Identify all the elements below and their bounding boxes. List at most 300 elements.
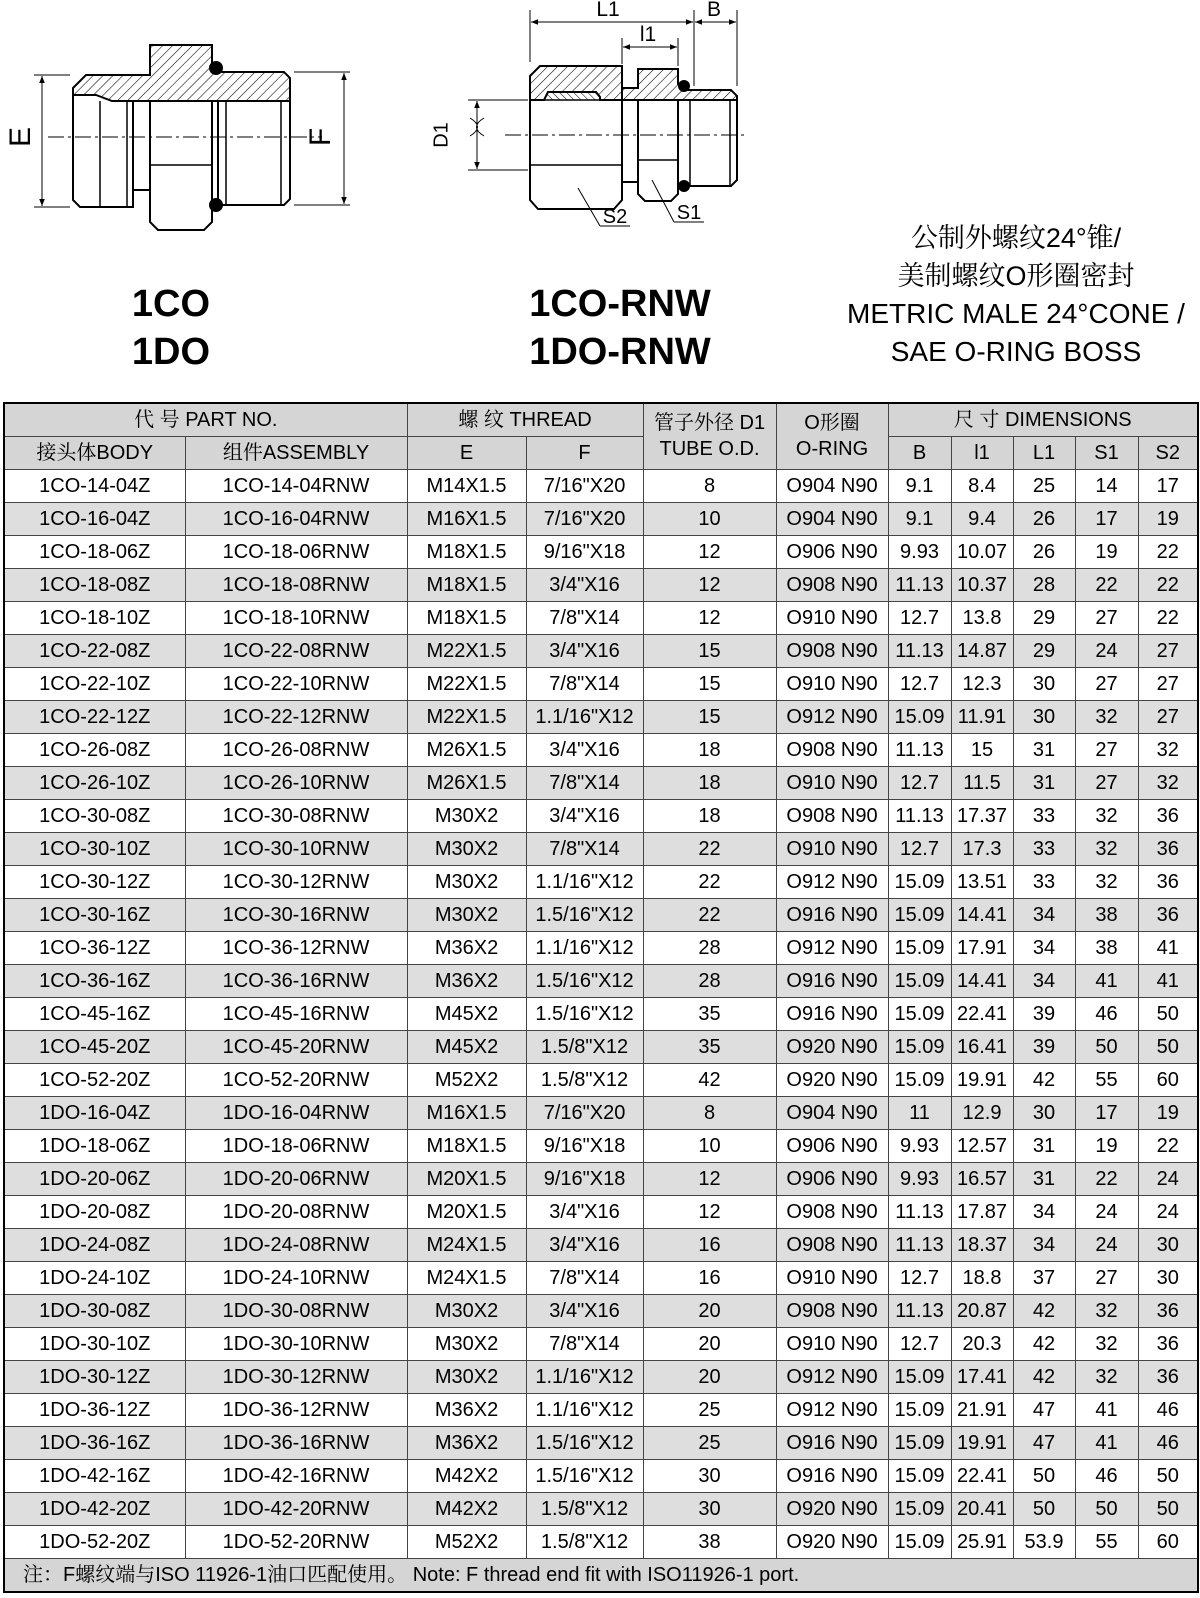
table-row xyxy=(4,634,1198,667)
cell-body: 1CO-14-04Z xyxy=(4,469,185,502)
cell-dim-s1: 17 xyxy=(1075,502,1138,535)
cell-dim-s1: 19 xyxy=(1075,535,1138,568)
header-body: 接头体BODY xyxy=(4,436,185,469)
cell-thread-f: 3/4"X16 xyxy=(526,568,643,601)
cell-dim-s1: 24 xyxy=(1075,1228,1138,1261)
description-en-line1: METRIC MALE 24°CONE / xyxy=(847,298,1185,329)
cell-dim-L1: 31 xyxy=(1013,733,1075,766)
cell-o-ring: O910 N90 xyxy=(776,832,888,865)
cell-dim-l1-small: 12.9 xyxy=(951,1096,1013,1129)
cell-tube-od: 30 xyxy=(643,1459,776,1492)
cell-dim-l1-small: 21.91 xyxy=(951,1393,1013,1426)
cell-dim-s1: 50 xyxy=(1075,1030,1138,1063)
cell-thread-e: M24X1.5 xyxy=(407,1261,526,1294)
cell-dim-l1-small: 20.3 xyxy=(951,1327,1013,1360)
nut-body xyxy=(530,100,622,209)
cell-tube-od: 42 xyxy=(643,1063,776,1096)
cell-dim-s2: 27 xyxy=(1138,667,1198,700)
cell-tube-od: 8 xyxy=(643,1096,776,1129)
o-ring-upper xyxy=(209,61,223,75)
table-row xyxy=(4,931,1198,964)
cell-o-ring: O904 N90 xyxy=(776,502,888,535)
cell-dim-l1-small: 17.91 xyxy=(951,931,1013,964)
cell-dim-L1: 37 xyxy=(1013,1261,1075,1294)
header-tube-od-en: TUBE O.D. xyxy=(659,438,760,461)
cell-body: 1CO-52-20Z xyxy=(4,1063,185,1096)
dimension-label-b: B xyxy=(706,0,722,21)
cell-body: 1DO-36-16Z xyxy=(4,1426,185,1459)
cell-dim-l1-small: 18.8 xyxy=(951,1261,1013,1294)
cell-dim-L1: 42 xyxy=(1013,1294,1075,1327)
o-ring-upper xyxy=(678,80,690,92)
cell-assembly: 1DO-36-12RNW xyxy=(185,1393,407,1426)
cell-o-ring: O908 N90 xyxy=(776,1228,888,1261)
fitting-1co-drawing xyxy=(4,45,350,230)
cell-dim-l1-small: 16.57 xyxy=(951,1162,1013,1195)
cell-tube-od: 25 xyxy=(643,1426,776,1459)
table-row xyxy=(4,832,1198,865)
section-hatched-upper-half xyxy=(73,45,290,101)
cell-body: 1DO-16-04Z xyxy=(4,1096,185,1129)
cell-thread-e: M14X1.5 xyxy=(407,469,526,502)
cell-tube-od: 12 xyxy=(643,601,776,634)
cell-dim-s1: 41 xyxy=(1075,964,1138,997)
cell-dim-b: 11.13 xyxy=(888,1195,951,1228)
description-zh-line2: 美制螺纹O形圈密封 xyxy=(897,261,1135,291)
header-tube-od-zh: 管子外径 D1 xyxy=(653,412,766,435)
cell-dim-s1: 27 xyxy=(1075,601,1138,634)
cell-tube-od: 35 xyxy=(643,1030,776,1063)
cell-thread-e: M24X1.5 xyxy=(407,1228,526,1261)
cell-tube-od: 22 xyxy=(643,832,776,865)
cell-assembly: 1CO-22-10RNW xyxy=(185,667,407,700)
cell-body: 1CO-22-10Z xyxy=(4,667,185,700)
cell-dim-b: 15.09 xyxy=(888,865,951,898)
cell-dim-L1: 26 xyxy=(1013,535,1075,568)
cell-body: 1CO-45-16Z xyxy=(4,997,185,1030)
cell-thread-f: 9/16"X18 xyxy=(526,1162,643,1195)
cell-o-ring: O908 N90 xyxy=(776,1195,888,1228)
table-row xyxy=(4,1228,1198,1261)
header-assembly: 组件ASSEMBLY xyxy=(185,436,407,469)
cell-body: 1CO-18-06Z xyxy=(4,535,185,568)
table-row xyxy=(4,1195,1198,1228)
model-titles-1co xyxy=(100,280,242,376)
cell-assembly: 1CO-30-08RNW xyxy=(185,799,407,832)
cell-dim-b: 15.09 xyxy=(888,1525,951,1558)
cell-thread-e: M18X1.5 xyxy=(407,1129,526,1162)
cell-o-ring: O920 N90 xyxy=(776,1063,888,1096)
cell-assembly: 1DO-36-16RNW xyxy=(185,1426,407,1459)
cell-dim-s2: 22 xyxy=(1138,1129,1198,1162)
cell-o-ring: O910 N90 xyxy=(776,766,888,799)
cell-o-ring: O908 N90 xyxy=(776,568,888,601)
cell-thread-e: M30X2 xyxy=(407,1327,526,1360)
cell-dim-l1-small: 14.41 xyxy=(951,898,1013,931)
cell-thread-e: M30X2 xyxy=(407,799,526,832)
cell-thread-f: 9/16"X18 xyxy=(526,1129,643,1162)
cell-thread-f: 1.1/16"X12 xyxy=(526,1393,643,1426)
cell-body: 1DO-20-06Z xyxy=(4,1162,185,1195)
cell-dim-L1: 26 xyxy=(1013,502,1075,535)
cell-thread-e: M36X2 xyxy=(407,964,526,997)
cell-thread-e: M42X2 xyxy=(407,1492,526,1525)
cell-thread-f: 7/8"X14 xyxy=(526,667,643,700)
leader-line-s2 xyxy=(578,188,600,226)
cell-dim-s2: 22 xyxy=(1138,601,1198,634)
cell-dim-s1: 32 xyxy=(1075,1327,1138,1360)
header-part-no: 代 号 PART NO. xyxy=(4,403,407,436)
cell-assembly: 1CO-18-08RNW xyxy=(185,568,407,601)
cell-dim-s1: 38 xyxy=(1075,898,1138,931)
cell-dim-l1-small: 15 xyxy=(951,733,1013,766)
cell-dim-s1: 17 xyxy=(1075,1096,1138,1129)
cell-assembly: 1CO-45-16RNW xyxy=(185,997,407,1030)
cell-thread-f: 1.1/16"X12 xyxy=(526,931,643,964)
cell-dim-L1: 47 xyxy=(1013,1393,1075,1426)
cell-o-ring: O908 N90 xyxy=(776,799,888,832)
cell-dim-s1: 32 xyxy=(1075,865,1138,898)
cell-thread-f: 1.5/16"X12 xyxy=(526,898,643,931)
cell-dim-s1: 32 xyxy=(1075,700,1138,733)
cell-dim-b: 9.93 xyxy=(888,1129,951,1162)
cell-dim-b: 11.13 xyxy=(888,799,951,832)
cell-dim-s1: 14 xyxy=(1075,469,1138,502)
cell-tube-od: 20 xyxy=(643,1327,776,1360)
cell-dim-s2: 27 xyxy=(1138,634,1198,667)
cell-body: 1CO-30-12Z xyxy=(4,865,185,898)
cell-dim-b: 9.1 xyxy=(888,502,951,535)
cell-dim-s2: 46 xyxy=(1138,1393,1198,1426)
table-row xyxy=(4,502,1198,535)
cell-thread-f: 7/8"X14 xyxy=(526,1261,643,1294)
table-row xyxy=(4,997,1198,1030)
male-e-thread-body xyxy=(73,95,133,207)
cell-assembly: 1CO-36-16RNW xyxy=(185,964,407,997)
cell-dim-s1: 24 xyxy=(1075,1195,1138,1228)
cell-dim-b: 12.7 xyxy=(888,667,951,700)
cell-dim-s1: 27 xyxy=(1075,733,1138,766)
header-thread-e: E xyxy=(407,436,526,469)
cell-thread-f: 3/4"X16 xyxy=(526,634,643,667)
header-row-2 xyxy=(4,436,1198,469)
cell-assembly: 1CO-22-12RNW xyxy=(185,700,407,733)
fitting-1co-rnw-drawing xyxy=(430,0,748,228)
cell-dim-b: 11 xyxy=(888,1096,951,1129)
table-row xyxy=(4,535,1198,568)
cell-assembly: 1DO-42-16RNW xyxy=(185,1459,407,1492)
cell-body: 1DO-18-06Z xyxy=(4,1129,185,1162)
cutting-ring-section xyxy=(544,92,600,100)
cell-thread-e: M26X1.5 xyxy=(407,733,526,766)
cell-assembly: 1DO-16-04RNW xyxy=(185,1096,407,1129)
dimension-label-l1: l1 xyxy=(639,23,657,46)
cell-body: 1CO-22-12Z xyxy=(4,700,185,733)
header-dimensions: 尺 寸 DIMENSIONS xyxy=(888,403,1198,436)
cell-thread-f: 1.5/8"X12 xyxy=(526,1030,643,1063)
cell-thread-e: M36X2 xyxy=(407,931,526,964)
cell-tube-od: 12 xyxy=(643,568,776,601)
table-row xyxy=(4,733,1198,766)
cell-body: 1DO-24-08Z xyxy=(4,1228,185,1261)
cell-o-ring: O916 N90 xyxy=(776,964,888,997)
cell-dim-l1-small: 8.4 xyxy=(951,469,1013,502)
cell-tube-od: 12 xyxy=(643,1162,776,1195)
cell-dim-l1-small: 20.87 xyxy=(951,1294,1013,1327)
header-o-ring-zh: O形圈 xyxy=(804,412,860,435)
cell-body: 1CO-18-10Z xyxy=(4,601,185,634)
cell-body: 1CO-22-08Z xyxy=(4,634,185,667)
table-row xyxy=(4,1327,1198,1360)
cell-body: 1CO-36-12Z xyxy=(4,931,185,964)
cell-dim-s1: 27 xyxy=(1075,667,1138,700)
table-row xyxy=(4,1492,1198,1525)
cell-assembly: 1CO-52-20RNW xyxy=(185,1063,407,1096)
header-dim-l1-small: l1 xyxy=(951,436,1013,469)
cell-dim-L1: 29 xyxy=(1013,601,1075,634)
cell-dim-s2: 27 xyxy=(1138,700,1198,733)
table-row xyxy=(4,1525,1198,1558)
cell-thread-e: M36X2 xyxy=(407,1426,526,1459)
header-dim-s2: S2 xyxy=(1138,436,1198,469)
cell-dim-b: 12.7 xyxy=(888,1261,951,1294)
cell-dim-b: 12.7 xyxy=(888,766,951,799)
cell-dim-b: 9.93 xyxy=(888,1162,951,1195)
footnote-row xyxy=(4,1558,1198,1592)
model-title: 1DO xyxy=(131,331,211,373)
cell-dim-s1: 22 xyxy=(1075,1162,1138,1195)
cell-assembly: 1CO-16-04RNW xyxy=(185,502,407,535)
cell-tube-od: 35 xyxy=(643,997,776,1030)
cell-o-ring: O912 N90 xyxy=(776,931,888,964)
cell-o-ring: O908 N90 xyxy=(776,634,888,667)
table-row xyxy=(4,1129,1198,1162)
footnote: 注：F螺纹端与ISO 11926-1油口匹配使用。 Note: F thread end fit with ISO11926-1 port. xyxy=(4,1558,1198,1592)
cell-tube-od: 18 xyxy=(643,799,776,832)
cell-dim-b: 12.7 xyxy=(888,1327,951,1360)
cell-thread-e: M42X2 xyxy=(407,1459,526,1492)
cell-thread-e: M30X2 xyxy=(407,898,526,931)
cell-tube-od: 38 xyxy=(643,1525,776,1558)
cell-tube-od: 16 xyxy=(643,1228,776,1261)
cell-body: 1CO-30-08Z xyxy=(4,799,185,832)
cell-dim-L1: 34 xyxy=(1013,964,1075,997)
cell-thread-f: 7/8"X14 xyxy=(526,601,643,634)
cell-dim-s1: 32 xyxy=(1075,1294,1138,1327)
cell-dim-l1-small: 10.37 xyxy=(951,568,1013,601)
cell-body: 1DO-30-08Z xyxy=(4,1294,185,1327)
cell-dim-s1: 41 xyxy=(1075,1393,1138,1426)
cell-tube-od: 20 xyxy=(643,1360,776,1393)
cell-thread-e: M45X2 xyxy=(407,997,526,1030)
cell-dim-b: 15.09 xyxy=(888,1063,951,1096)
cell-body: 1DO-20-08Z xyxy=(4,1195,185,1228)
cell-thread-e: M20X1.5 xyxy=(407,1162,526,1195)
cell-dim-L1: 28 xyxy=(1013,568,1075,601)
cell-dim-l1-small: 13.51 xyxy=(951,865,1013,898)
product-description xyxy=(836,219,1196,371)
cell-dim-L1: 50 xyxy=(1013,1459,1075,1492)
model-title: 1CO xyxy=(131,283,211,325)
cell-dim-L1: 50 xyxy=(1013,1492,1075,1525)
cell-assembly: 1DO-18-06RNW xyxy=(185,1129,407,1162)
cell-thread-e: M30X2 xyxy=(407,865,526,898)
cell-dim-b: 15.09 xyxy=(888,1360,951,1393)
cell-dim-s2: 36 xyxy=(1138,898,1198,931)
cell-tube-od: 28 xyxy=(643,964,776,997)
header-dim-b: B xyxy=(888,436,951,469)
cell-thread-f: 7/8"X14 xyxy=(526,832,643,865)
cell-dim-s2: 60 xyxy=(1138,1525,1198,1558)
cell-dim-s1: 27 xyxy=(1075,766,1138,799)
cell-dim-L1: 33 xyxy=(1013,799,1075,832)
cell-dim-b: 15.09 xyxy=(888,1492,951,1525)
table-row xyxy=(4,1360,1198,1393)
cell-assembly: 1CO-26-10RNW xyxy=(185,766,407,799)
cell-tube-od: 16 xyxy=(643,1261,776,1294)
cell-assembly: 1DO-30-12RNW xyxy=(185,1360,407,1393)
cell-assembly: 1DO-30-08RNW xyxy=(185,1294,407,1327)
table-row xyxy=(4,1459,1198,1492)
cell-thread-e: M22X1.5 xyxy=(407,634,526,667)
cell-dim-s2: 36 xyxy=(1138,799,1198,832)
cell-tube-od: 30 xyxy=(643,1492,776,1525)
cell-o-ring: O904 N90 xyxy=(776,469,888,502)
cell-dim-L1: 30 xyxy=(1013,1096,1075,1129)
cell-dim-b: 15.09 xyxy=(888,1030,951,1063)
o-ring-lower xyxy=(678,180,690,192)
cell-body: 1DO-24-10Z xyxy=(4,1261,185,1294)
cell-dim-l1-small: 17.41 xyxy=(951,1360,1013,1393)
table-row xyxy=(4,469,1198,502)
cell-assembly: 1CO-45-20RNW xyxy=(185,1030,407,1063)
cell-dim-L1: 29 xyxy=(1013,634,1075,667)
cell-dim-L1: 47 xyxy=(1013,1426,1075,1459)
cell-dim-s2: 41 xyxy=(1138,964,1198,997)
cell-dim-b: 12.7 xyxy=(888,832,951,865)
description-zh-line1: 公制外螺纹24°锥/ xyxy=(910,223,1122,253)
dimension-label-L1: L1 xyxy=(596,0,620,21)
cell-dim-b: 15.09 xyxy=(888,1393,951,1426)
cell-dim-s2: 19 xyxy=(1138,1096,1198,1129)
cell-dim-L1: 34 xyxy=(1013,1228,1075,1261)
cell-dim-l1-small: 17.87 xyxy=(951,1195,1013,1228)
cell-assembly: 1CO-30-10RNW xyxy=(185,832,407,865)
cell-dim-l1-small: 12.3 xyxy=(951,667,1013,700)
cell-assembly: 1DO-24-08RNW xyxy=(185,1228,407,1261)
cell-thread-e: M26X1.5 xyxy=(407,766,526,799)
cell-dim-b: 15.09 xyxy=(888,931,951,964)
cell-dim-s2: 32 xyxy=(1138,766,1198,799)
cell-dim-b: 9.93 xyxy=(888,535,951,568)
cell-o-ring: O916 N90 xyxy=(776,1459,888,1492)
cell-body: 1CO-18-08Z xyxy=(4,568,185,601)
cell-dim-s2: 30 xyxy=(1138,1228,1198,1261)
cell-o-ring: O920 N90 xyxy=(776,1525,888,1558)
cell-dim-s2: 24 xyxy=(1138,1162,1198,1195)
cell-tube-od: 8 xyxy=(643,469,776,502)
table-row xyxy=(4,601,1198,634)
cell-dim-l1-small: 19.91 xyxy=(951,1063,1013,1096)
header-tube-od xyxy=(643,403,776,469)
dimension-label-f: F xyxy=(303,127,337,147)
cell-dim-s2: 50 xyxy=(1138,997,1198,1030)
cell-thread-e: M18X1.5 xyxy=(407,535,526,568)
cell-dim-s2: 46 xyxy=(1138,1426,1198,1459)
cell-tube-od: 15 xyxy=(643,700,776,733)
cell-o-ring: O916 N90 xyxy=(776,1426,888,1459)
cell-o-ring: O912 N90 xyxy=(776,865,888,898)
cell-tube-od: 15 xyxy=(643,667,776,700)
cell-body: 1DO-36-12Z xyxy=(4,1393,185,1426)
cell-dim-L1: 31 xyxy=(1013,766,1075,799)
cell-dim-s1: 32 xyxy=(1075,799,1138,832)
cell-dim-L1: 25 xyxy=(1013,469,1075,502)
table-footer xyxy=(4,1558,1198,1592)
cell-body: 1CO-26-08Z xyxy=(4,733,185,766)
body-hex xyxy=(638,100,678,201)
dimension-label-s2: S2 xyxy=(602,206,628,228)
cell-dim-l1-small: 14.87 xyxy=(951,634,1013,667)
cell-thread-f: 3/4"X16 xyxy=(526,1294,643,1327)
cell-thread-f: 1.1/16"X12 xyxy=(526,700,643,733)
cell-thread-e: M52X2 xyxy=(407,1525,526,1558)
cell-tube-od: 22 xyxy=(643,898,776,931)
cell-thread-f: 9/16"X18 xyxy=(526,535,643,568)
model-titles-1co-rnw xyxy=(500,280,740,376)
cell-thread-f: 1.5/8"X12 xyxy=(526,1063,643,1096)
dimension-label-e: E xyxy=(3,126,37,148)
table-row xyxy=(4,568,1198,601)
cell-dim-L1: 39 xyxy=(1013,1030,1075,1063)
cell-body: 1CO-45-20Z xyxy=(4,1030,185,1063)
cell-tube-od: 10 xyxy=(643,1129,776,1162)
cell-o-ring: O908 N90 xyxy=(776,733,888,766)
cell-dim-L1: 42 xyxy=(1013,1063,1075,1096)
cell-assembly: 1CO-30-16RNW xyxy=(185,898,407,931)
cell-tube-od: 12 xyxy=(643,1195,776,1228)
cell-thread-f: 3/4"X16 xyxy=(526,799,643,832)
cell-tube-od: 15 xyxy=(643,634,776,667)
cell-dim-l1-small: 17.3 xyxy=(951,832,1013,865)
cell-dim-L1: 42 xyxy=(1013,1360,1075,1393)
cell-thread-e: M16X1.5 xyxy=(407,1096,526,1129)
cell-dim-s2: 50 xyxy=(1138,1492,1198,1525)
cell-assembly: 1DO-52-20RNW xyxy=(185,1525,407,1558)
cell-dim-b: 15.09 xyxy=(888,964,951,997)
table-header xyxy=(4,403,1198,469)
cell-dim-l1-small: 18.37 xyxy=(951,1228,1013,1261)
cell-dim-l1-small: 12.57 xyxy=(951,1129,1013,1162)
cell-tube-od: 18 xyxy=(643,733,776,766)
header-thread: 螺 纹 THREAD xyxy=(407,403,643,436)
table-row xyxy=(4,1426,1198,1459)
cell-dim-s1: 22 xyxy=(1075,568,1138,601)
cell-thread-f: 7/8"X14 xyxy=(526,1327,643,1360)
cell-assembly: 1DO-20-06RNW xyxy=(185,1162,407,1195)
cell-assembly: 1CO-18-10RNW xyxy=(185,601,407,634)
cell-dim-s2: 30 xyxy=(1138,1261,1198,1294)
cell-o-ring: O910 N90 xyxy=(776,667,888,700)
table-row xyxy=(4,1393,1198,1426)
o-ring-lower xyxy=(209,198,223,212)
table-row xyxy=(4,1294,1198,1327)
cell-thread-e: M36X2 xyxy=(407,1393,526,1426)
cell-dim-s1: 55 xyxy=(1075,1525,1138,1558)
cell-dim-l1-small: 20.41 xyxy=(951,1492,1013,1525)
cell-body: 1CO-16-04Z xyxy=(4,502,185,535)
cell-o-ring: O906 N90 xyxy=(776,1129,888,1162)
